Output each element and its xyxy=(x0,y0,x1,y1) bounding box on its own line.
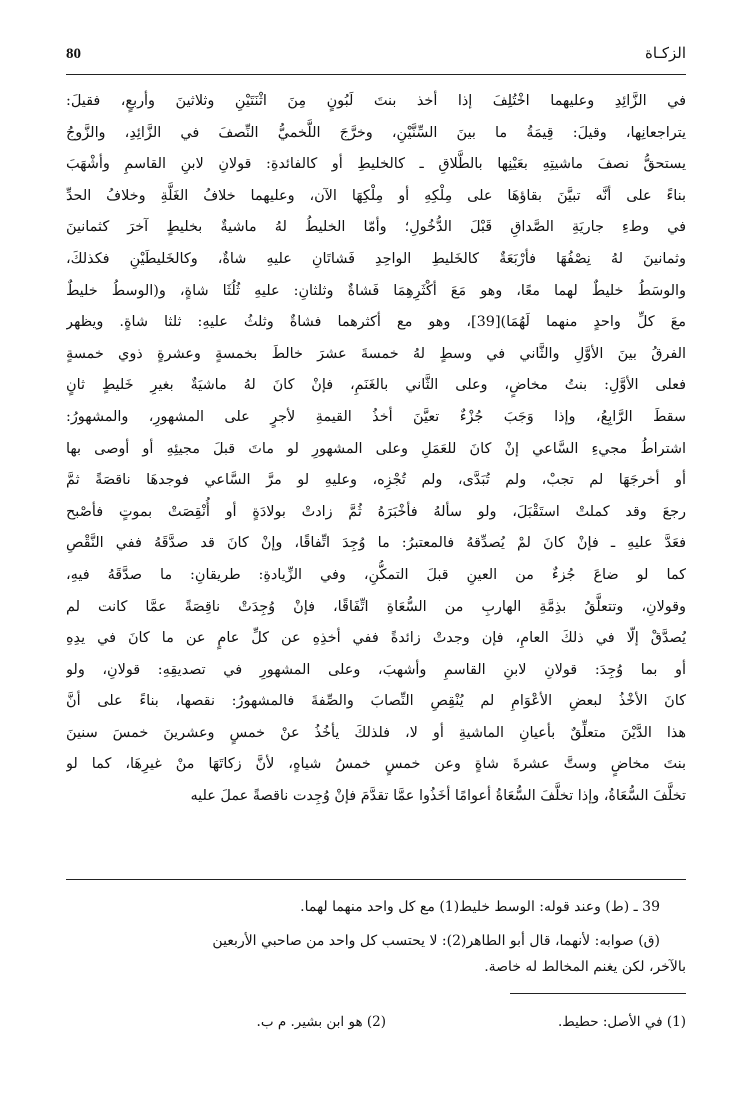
footnote-2: (2) هو ابن بشير. م ب. xyxy=(256,1014,386,1030)
body-line: تخلَّفَ السُّعَاةُ، وإذا تخلَّفَ السُّعَاةُ أعوامًا أخَذُوا عمَّا تقدَّمَ فإنْ وُجِدت ناقصةً عملَ عليه xyxy=(190,788,686,805)
page-header xyxy=(66,44,686,74)
note-q: (ق) صوابه: لأنهما، قال أبو الطاهر(2): لا يحتسب كل واحد من صاحبي الأربعين xyxy=(212,933,660,949)
body-line: أو أخرجَهَا لم تجبْ، ولم تُبَدَّى، ولم تُجْزِه، وعليهِ لو مرَّ السَّاعي فوجدهَا ناقصَةً ثمَّ xyxy=(66,472,686,489)
header-divider xyxy=(66,74,686,75)
editorial-notes xyxy=(66,894,686,980)
body-line: في وطءِ جاريَةِ الصَّداقِ قَبْلَ الدُّخُولِ؛ وأمّا الخليطُ لهُ ماشيةٌ بخليطٍ آخرَ كثمانينَ xyxy=(66,219,686,236)
body-line: فعلى الأوَّلِ: بنتُ مخاضٍ، وعلى الثَّاني بالغَنَمِ، فإنْ كانَ لهُ ماشيَةٌ بغيرِ خَليطٍ ثانٍ xyxy=(66,377,686,394)
body-line: كما لو ضاعَ جُزءٌ من العينِ قبلَ التمكُّنِ، وفي الزِّيادةِ: طريقانِ: ما صدَّقَهُ فيهِ، xyxy=(66,566,686,583)
body-line: والوسَطُ خليطٌ لهما معًا، وهو مَعَ أكْثَرِهِمَا فَشاةٌ وثلثانِ: عليهِ ثُلُثَا شاةٍ، و(الوسطُ خليطٌ xyxy=(66,282,686,299)
body-line: أو بما وُجِدَ: قولانِ لابنِ القاسمِ وأشهبَ، وعلى المشهورِ في تصديقِهِ: قولانِ، ولو xyxy=(66,661,686,678)
body-line: يُصدَّقْ إلّا في ذلكَ العامِ، فإن وجدتْ زائدةً ففي أخذِهِ عن كلِّ عامٍ عن ما كانَ في يدِهِ xyxy=(66,630,686,647)
page-number: 80 xyxy=(66,46,81,62)
notes-divider xyxy=(66,879,686,880)
body-line: سقطَ الرَّابِعُ، وإذا وَجَبَ جُزْءٌ تعيَّنَ أخذُ القيمةِ لأجرٍ على المشهورِ، والمشهورُ: xyxy=(66,408,686,425)
body-line: وثمانينَ لهُ نِصْفُهَا فأرْبَعَةٌ كالخَليطِ الواحِدِ فَشاتَانِ عليهِ شاةٌ، وكالخَليطَيْنِ فكذلكَ، xyxy=(66,250,686,267)
body-line: رجعَ وقد كملتْ استَقْبَلَ، ولو سألهُ فأخْبَرَهُ ثُمَّ زادتْ بولادَةٍ أو أُنْقِصَتْ بموتٍ فأصْبح xyxy=(66,503,686,520)
body-line: يتراجعانِها، وقيلَ: قِيمَةُ ما بينَ السِّنَّيْنِ، وخرَّجَ اللَّخميُّ النِّصفَ في الزَّائِدِ، والزَّوجُ xyxy=(66,124,686,141)
body-text xyxy=(66,86,686,813)
body-line: الفرقُ بينَ الأوَّلِ والثَّاني في وسطٍ لهُ خمسةَ عشرَ خالطَ بخمسةٍ وعشرةٍ ذوي خمسةٍ xyxy=(66,345,686,362)
note-39: 39 ـ (ط) وعند قوله: الوسط خليط(1) مع كل واحد منهما لهما. xyxy=(300,899,660,915)
running-title: الزكـاة xyxy=(645,44,686,62)
body-line: وقولانِ، وتتعلَّقُ بذِمَّةِ الهاربِ من السُّعَاةِ اتِّفَاقًا، فإنْ وُجِدَتْ ناقِصَةً عمَّا كانت لم xyxy=(66,598,686,615)
body-line: كانَ الأخْذُ لبعضِ الأعْوَامِ لم يُنْقِصِ النِّصابَ والصِّفةَ فالمشهورُ: نقصها، بناءً على أنَّ xyxy=(66,693,686,710)
footnotes-divider xyxy=(510,993,686,994)
body-line: بنتَ مخاضٍ وستَّ عشرةَ شاةٍ وعن خمسٍ خمسُ شياهٍ، لأنَّ زكاتَهَا منْ غيرِهَا، كما لو xyxy=(66,756,686,773)
body-line: بناءً على أنَّه تبيَّنَ بقاؤهَا على مِلْكِهِ أو مِلْكِهَا الآن، وعليهما خلافُ الغَلَّةِ وخلافُ الحدِّ xyxy=(66,187,686,204)
body-line: فعَدَّ عليهِ ـ فإنْ كانَ لمْ يُصدِّقهُ فالمعتبرُ: ما وُجِدَ اتِّفاقًا، وإنْ كانَ قد صدَّقَهُ ففي النَّقْصِ xyxy=(66,535,686,552)
note-q-continued: بالآخر، لكن يغنم المخالط له خاصة. xyxy=(484,959,686,975)
body-line: هذا الدَّيْنَ متعلِّقٌ بأعيانِ الماشيةِ أو لا، فلذلكَ يأخُذُ عنْ خمسٍ وعشرينَ خمسَ سنينَ xyxy=(66,724,686,741)
body-line: اشتراطُ مجيءِ السَّاعي إنْ كانَ للعَمَلِ وعلى المشهورِ لو ماتَ قبلَ مجيئِهِ أو أوصى بها xyxy=(66,440,686,457)
footnote-1: (1) في الأصل: حطيط. xyxy=(557,1014,686,1030)
body-line: يستحقُّ نصفَ ماشيتِهِ بعَيْنِها بالطَّلاقِ ـ كالخليطِ أو كالفائدةِ: قولانِ لابنِ القاسمِ وأشْهَبَ xyxy=(66,156,686,173)
body-line: معَ كلِّ واحدٍ منهما لَهُمَا)[39]، وهو مع أكثرهما فشاةٌ وثلثُ عليهِ: ثلثا شاةٍ. ويظهر xyxy=(66,314,686,331)
body-line: في الزَّائِدِ وعليهما اخْتُلِفَ إذا أخذ بنتَ لَبُونٍ مِنَ اثْنَتَيْنِ وثلاثينَ وأربعٍ، فقيلَ: xyxy=(66,93,686,109)
